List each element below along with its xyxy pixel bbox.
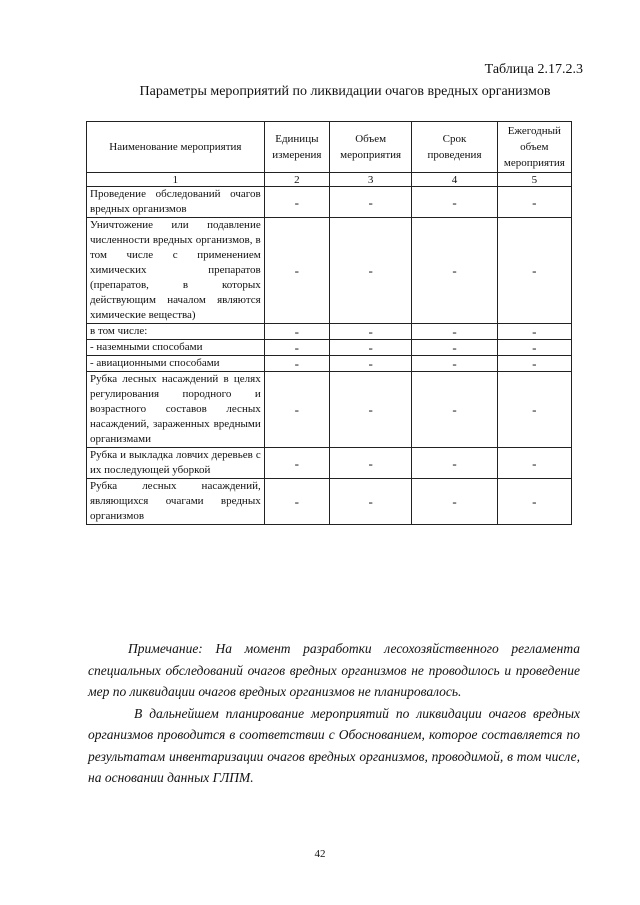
header-cell-term: Срок проведения	[412, 122, 497, 173]
cell-value: -	[329, 479, 411, 525]
cell-value: -	[329, 356, 411, 372]
cell-value: -	[264, 479, 329, 525]
header-row	[87, 122, 572, 173]
cell-value: -	[412, 187, 497, 218]
cell-value: -	[497, 372, 571, 448]
header-cell-volume: Объем мероприятия	[329, 122, 411, 173]
cell-value: -	[497, 340, 571, 356]
row-name: - наземными способами	[87, 340, 265, 356]
table-row	[87, 324, 572, 340]
cell-value: -	[264, 448, 329, 479]
cell-value: -	[329, 187, 411, 218]
table-row	[87, 356, 572, 372]
cell-value: -	[412, 356, 497, 372]
table-number: Таблица 2.17.2.3	[484, 62, 583, 77]
column-number: 1	[87, 173, 265, 187]
table-row	[87, 218, 572, 324]
column-number: 2	[264, 173, 329, 187]
note-block	[88, 638, 580, 789]
cell-value: -	[329, 340, 411, 356]
cell-value: -	[412, 448, 497, 479]
cell-value: -	[497, 356, 571, 372]
table-row	[87, 340, 572, 356]
cell-value: -	[497, 324, 571, 340]
header-cell-units: Единицы измерения	[264, 122, 329, 173]
column-number: 3	[329, 173, 411, 187]
cell-value: -	[497, 187, 571, 218]
column-number-row	[87, 173, 572, 187]
table-title: Параметры мероприятий по ликвидации очагов вредных организмов	[139, 84, 551, 99]
header-cell-annual-volume: Ежегодный объем мероприятия	[497, 122, 571, 173]
cell-value: -	[329, 448, 411, 479]
row-name: в том числе:	[87, 324, 265, 340]
cell-value: -	[264, 340, 329, 356]
column-number: 4	[412, 173, 497, 187]
cell-value: -	[412, 479, 497, 525]
cell-value: -	[264, 218, 329, 324]
table-row	[87, 448, 572, 479]
cell-value: -	[329, 324, 411, 340]
page-number: 42	[314, 848, 326, 860]
cell-value: -	[497, 218, 571, 324]
table-row	[87, 372, 572, 448]
cell-value: -	[264, 324, 329, 340]
row-name: Уничтожение или подавление численности вредных организмов, в том числе с применением химических препаратов (препаратов, в которых действующим началом являются химические вещества)	[87, 218, 265, 324]
row-name: Рубка и выкладка ловчих деревьев с их последующей уборкой	[87, 448, 265, 479]
cell-value: -	[264, 187, 329, 218]
cell-value: -	[329, 372, 411, 448]
note-paragraph: В дальнейшем планирование мероприятий по ликвидации очагов вредных организмов проводится в соответствии с Обоснованием, которое составляется по результатам инвентаризации очагов вредных организмов, проводимой, в том числе, на основании данных ГЛПМ.	[88, 705, 580, 785]
header-cell-name: Наименование мероприятия	[87, 122, 265, 173]
row-name: Рубка лесных насаждений в целях регулирования породного и возрастного составов лесных насаждений, зараженных вредными организмами	[87, 372, 265, 448]
cell-value: -	[497, 448, 571, 479]
row-name: - авиационными способами	[87, 356, 265, 372]
table-row	[87, 187, 572, 218]
row-name: Рубка лесных насаждений, являющихся очагами вредных организмов	[87, 479, 265, 525]
row-name: Проведение обследований очагов вредных организмов	[87, 187, 265, 218]
cell-value: -	[329, 218, 411, 324]
cell-value: -	[497, 479, 571, 525]
parameters-table	[86, 121, 572, 525]
cell-value: -	[412, 218, 497, 324]
cell-value: -	[412, 340, 497, 356]
note-paragraph: Примечание: На момент разработки лесохозяйственного регламента специальных обследований очагов вредных организмов не проводилось и проведение мер по ликвидации очагов вредных организмов не планировалось.	[88, 641, 580, 699]
cell-value: -	[264, 372, 329, 448]
cell-value: -	[264, 356, 329, 372]
column-number: 5	[497, 173, 571, 187]
cell-value: -	[412, 324, 497, 340]
table-row	[87, 479, 572, 525]
cell-value: -	[412, 372, 497, 448]
